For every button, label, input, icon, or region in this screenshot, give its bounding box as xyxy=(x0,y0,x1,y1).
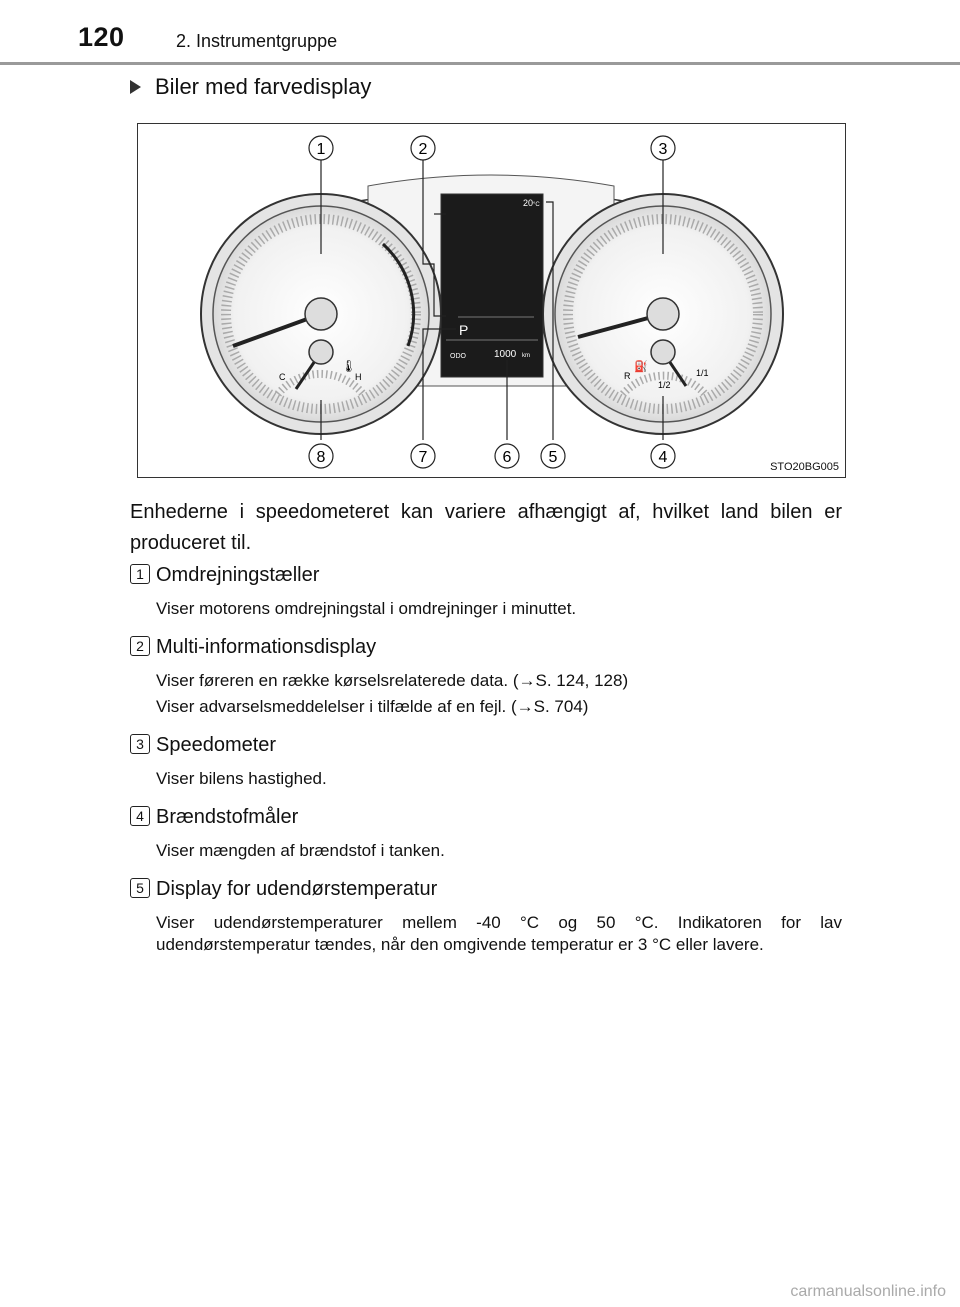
callout-1 xyxy=(309,136,333,160)
svg-text:5: 5 xyxy=(548,449,558,466)
section-heading-text: Biler med farvedisplay xyxy=(155,74,372,99)
item-title: Speedometer xyxy=(156,734,277,756)
svg-text:1: 1 xyxy=(316,141,326,158)
item-title: Brændstofmåler xyxy=(156,806,299,828)
chapter-title: 2. Instrumentgruppe xyxy=(176,31,338,51)
callout-8 xyxy=(309,444,333,468)
item-number-badge: 5 xyxy=(130,878,150,898)
list-item xyxy=(130,802,842,862)
svg-text:6: 6 xyxy=(502,449,512,466)
odo-value: 1000 xyxy=(494,349,517,360)
item-description: Viser udendørstemperaturer mellem -40 °C og 50 °C. Indikatoren for lav udendørstemperatur tændes, når den omgivende temperatur er 3 °C eller lavere. xyxy=(156,913,842,954)
item-description: Viser føreren en række kørselsrelaterede data. (→S. 124, 128) xyxy=(156,671,629,690)
callout-2 xyxy=(411,136,435,160)
header-rule xyxy=(0,62,960,65)
item-description: Viser bilens hastighed. xyxy=(156,769,327,788)
item-number-badge: 3 xyxy=(130,734,150,754)
svg-text:4: 4 xyxy=(658,449,668,466)
instrument-cluster-figure xyxy=(137,123,846,478)
temp-hot-label: H xyxy=(355,372,362,382)
fuel-full-label: 1/1 xyxy=(696,368,709,378)
odo-unit: km xyxy=(522,353,530,359)
multi-information-display xyxy=(441,194,543,377)
section-heading xyxy=(130,74,371,100)
item-title: Omdrejningstæller xyxy=(156,564,320,586)
figure-code: STO20BG005 xyxy=(770,461,839,473)
fuel-half-label: 1/2 xyxy=(658,380,671,390)
item-number-badge: 1 xyxy=(130,564,150,584)
item-description: Viser mængden af brændstof i tanken. xyxy=(156,841,445,860)
item-title: Display for udendørstemperatur xyxy=(156,878,438,900)
item-number-badge: 4 xyxy=(130,806,150,826)
odo-label: ODO xyxy=(450,353,466,360)
watermark: carmanualsonline.info xyxy=(790,1283,946,1300)
outside-temp-unit: °C xyxy=(533,202,540,208)
item-list xyxy=(130,560,842,968)
callout-4 xyxy=(651,444,675,468)
callout-7 xyxy=(411,444,435,468)
list-item xyxy=(130,730,842,790)
item-title: Multi-informationsdisplay xyxy=(156,636,377,658)
temp-cold-label: C xyxy=(279,372,286,382)
item-number-badge: 2 xyxy=(130,636,150,656)
callout-6 xyxy=(495,444,519,468)
svg-text:2: 2 xyxy=(418,141,428,158)
svg-text:3: 3 xyxy=(658,141,668,158)
coolant-temp-icon: 🌡 xyxy=(341,359,357,373)
item-description: Viser advarselsmeddelelser i tilfælde af en fejl. (→S. 704) xyxy=(156,697,589,716)
callout-3 xyxy=(651,136,675,160)
fuel-reserve-label: R xyxy=(624,371,631,381)
fuel-pump-icon: ⛽ xyxy=(634,360,648,373)
page-number: 120 xyxy=(78,22,125,52)
outside-temp-value: 20 xyxy=(523,198,534,208)
callout-5 xyxy=(541,444,565,468)
triangle-bullet-icon xyxy=(130,80,141,94)
intro-paragraph: Enhederne i speedometeret kan variere afhængigt af, hvilket land bilen er produceret til. xyxy=(130,501,842,554)
cluster-illustration xyxy=(138,124,845,477)
list-item xyxy=(130,560,842,620)
svg-text:7: 7 xyxy=(418,449,428,466)
item-description: Viser motorens omdrejningstal i omdrejninger i minuttet. xyxy=(156,599,577,618)
list-item xyxy=(130,874,842,956)
svg-text:8: 8 xyxy=(316,449,326,466)
gear-indicator: P xyxy=(459,322,469,338)
list-item xyxy=(130,632,842,718)
